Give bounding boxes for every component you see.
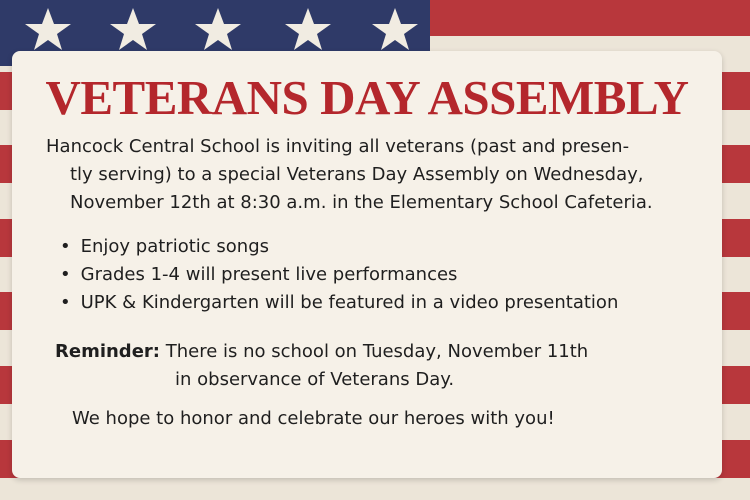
intro-line-3: November 12th at 8:30 a.m. in the Elementary School Cafeteria. <box>70 192 653 213</box>
reminder-line-1: There is no school on Tuesday, November 11th <box>165 341 589 362</box>
intro-line-1: Hancock Central School is inviting all veterans (past and presen- <box>46 136 630 157</box>
reminder-label: Reminder: <box>55 341 160 362</box>
event-highlights-list <box>60 233 618 317</box>
list-item: • Enjoy patriotic songs <box>60 233 618 261</box>
page-title: VETERANS DAY ASSEMBLY <box>45 70 689 125</box>
list-item: • UPK & Kindergarten will be featured in a video presentation <box>60 289 618 317</box>
announcement-card <box>12 51 722 478</box>
list-item: • Grades 1-4 will present live performances <box>60 261 618 289</box>
reminder-note <box>55 338 588 394</box>
closing-message: We hope to honor and celebrate our heroes with you! <box>72 408 555 429</box>
reminder-line-2: in observance of Veterans Day. <box>175 369 455 390</box>
intro-paragraph <box>46 133 706 217</box>
intro-line-2: tly serving) to a special Veterans Day Assembly on Wednesday, <box>70 164 644 185</box>
